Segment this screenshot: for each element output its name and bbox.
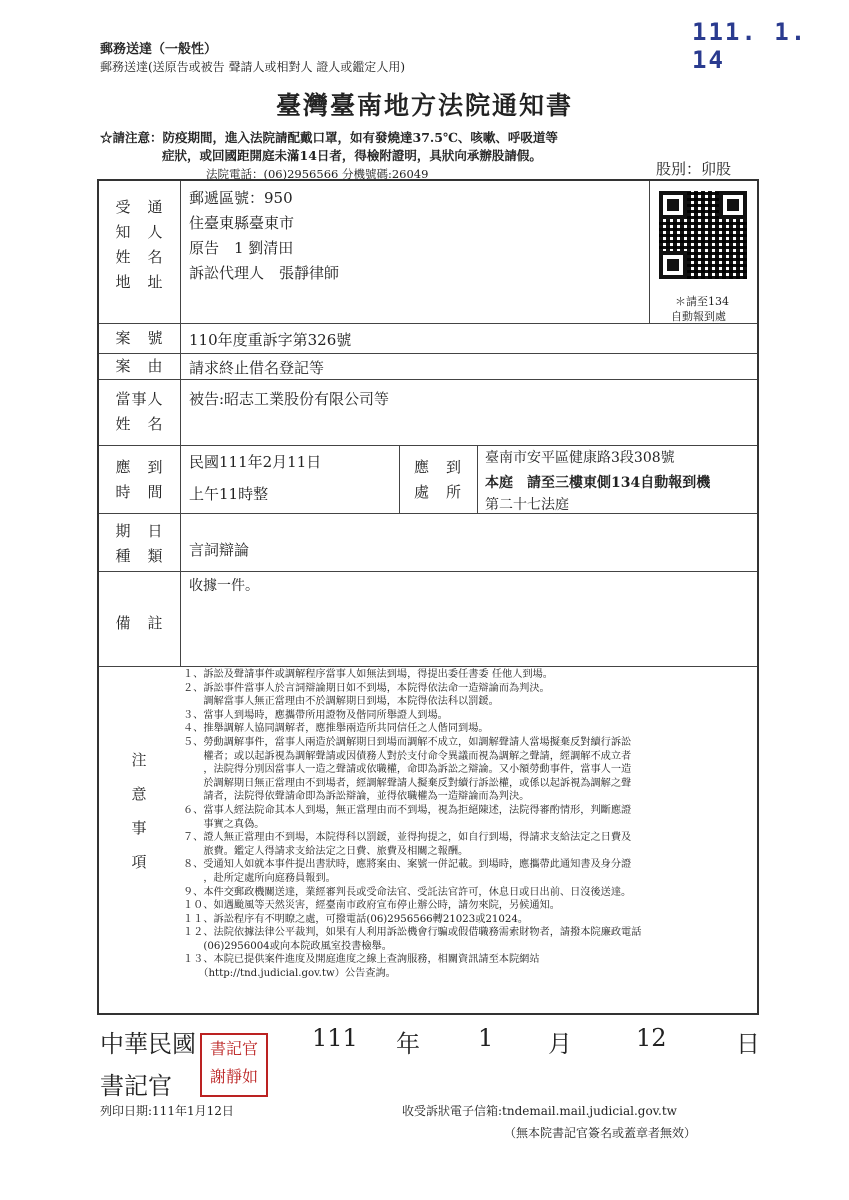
notice-table <box>97 179 759 1015</box>
appear-place-label: 應 到 處 所 <box>413 458 462 501</box>
note-line: ９、本件交郵政機關送達，業經審判長或受命法官、受託法官許可，休息日或日出前、日沒後送達。 <box>183 886 632 898</box>
notes-list <box>183 668 753 981</box>
service-type: 郵務送達（一般性） <box>100 42 218 57</box>
note-line: １０、如遇颱風等天然災害，經臺南市政府宣布停止辦公時，請勿來院，另候通知。 <box>183 900 560 912</box>
court-email: 收受訴狀電子信箱:tndemail.mail.judicial.gov.tw <box>402 1104 677 1118</box>
day-unit: 日 <box>736 1030 760 1058</box>
note-line: 事實之真偽。 <box>183 818 265 830</box>
clerk-title: 書記官 <box>100 1072 172 1100</box>
note-line: １、訴訟及聲請事件或調解程序當事人如無法到場，得提出委任書委 任他人到場。 <box>183 669 553 680</box>
notes-label: 注 意 事 項 <box>131 751 148 871</box>
case-cause-label: 案 由 <box>115 357 164 375</box>
court-phone: 法院電話：(06)2956566 分機號碼:26049 <box>206 167 429 181</box>
remarks-label: 備 註 <box>115 614 164 632</box>
qr-code <box>659 191 747 279</box>
remarks-text: 收據一件。 <box>189 578 259 594</box>
zip-code: 郵遞區號：950 <box>189 189 293 207</box>
note-line: (06)2956004或向本院政風室投書檢舉。 <box>183 940 392 952</box>
note-line: １１、訴訟程序有不明瞭之處，可撥電話(06)2956566轉21023或21024。 <box>183 913 529 925</box>
case-number: 110年度重訴字第326號 <box>189 331 352 349</box>
note-line: ，赴所定處所向庭務員報到。 <box>183 872 336 884</box>
service-description: 郵務送達(送原告或被告 聲請人或相對人 證人或鑑定人用) <box>100 60 405 74</box>
attorney-name: 訴訟代理人 張靜律師 <box>189 264 340 282</box>
note-line: １２、法院依據法律公平裁判，如果有人利用訴訟機會行騙或假借職務需索財物者，請撥本院廉政電話 <box>183 927 642 939</box>
courtroom: 第二十七法庭 <box>485 497 569 513</box>
month-unit: 月 <box>548 1030 572 1058</box>
validity-disclaimer: （無本院書記官簽名或蓋章者無效） <box>504 1126 697 1140</box>
print-date: 列印日期:111年1月12日 <box>100 1104 234 1118</box>
note-line: 調解當事人無正當理由不於調解期日到場，本院得依法科以罰鍰。 <box>183 696 499 708</box>
recipient-address: 住臺東縣臺東市 <box>189 214 295 232</box>
party-label: 當事人 姓 名 <box>115 390 164 433</box>
received-date-stamp: 111. 1. 14 <box>692 18 808 74</box>
place-address: 臺南市安平區健康路3段308號 <box>485 450 675 466</box>
note-line: ７、證人無正當理由不到場，本院得科以罰鍰，並得拘提之，如自行到場，得請求支給法定之日費及 <box>183 832 632 844</box>
note-line: 旅費。鑑定人得請求支給法定之日費、旅費及相關之報酬。 <box>183 845 469 857</box>
issue-month: 1 <box>478 1024 494 1052</box>
note-line: ８、受通知人如就本事件提出書狀時，應將案由、案號一併記載。到場時，應攜帶此通知書及身分證 <box>183 859 632 871</box>
recipient-label: 受 通 知 人 姓 名 地 址 <box>115 198 164 291</box>
qr-note-line1: ＊請至134 <box>675 295 729 308</box>
note-line: ２、訴訟事件當事人於言詞辯論期日如不到場，本院得依法命一造辯論而為判決。 <box>183 682 550 694</box>
qr-note-line2: 自動報到處 <box>671 310 726 323</box>
party-name: 被告:昭志工業股份有限公司等 <box>189 390 390 408</box>
note-line: 請者，法院得依聲請命即為訴訟辯論，並得依職權為一造辯論而為判決。 <box>183 791 530 803</box>
appear-date: 民國111年2月11日 <box>189 453 322 471</box>
case-cause: 請求終止借名登記等 <box>189 359 325 377</box>
appear-time-label: 應 到 時 間 <box>115 458 164 501</box>
epidemic-notice-line1: ☆請注意：防疫期間，進入法院請配戴口罩，如有發燒達37.5℃、咳嗽、呼吸道等 <box>100 130 558 145</box>
plaintiff-name: 原告 1 劉清田 <box>189 239 294 257</box>
issue-year: 111 <box>312 1024 358 1052</box>
appear-time: 上午11時整 <box>189 485 269 503</box>
era-label: 中華民國 <box>100 1030 196 1058</box>
epidemic-notice-line2: 症狀，或回國距開庭未滿14日者，得檢附證明，具狀向承辦股請假。 <box>162 148 542 163</box>
note-line: 權者；或以起訴視為調解聲請或因債務人對於支付命令異議而視為調解之聲請，經調解不成立者 <box>183 750 632 762</box>
note-line: ３、當事人到場時，應攜帶所用證物及偕同所舉證人到場。 <box>183 709 448 721</box>
session-type-label: 期 日 種 類 <box>115 522 164 565</box>
note-line: ５、勞動調解事件，當事人兩造於調解期日到場而調解不成立，如調解聲請人當場擬棄反對續行訴訟 <box>183 736 632 748</box>
note-line: ６、當事人經法院命其本人到場，無正當理由而不到場，視為拒絕陳述，法院得審酌情形，判斷應證 <box>183 804 632 816</box>
note-line: １３、本院已提供案件進度及開庭進度之線上查詢服務，相關資訊請至本院網站 <box>183 954 540 966</box>
place-instruction: 本庭 請至三樓東側134自動報到機 <box>485 475 711 491</box>
year-unit: 年 <box>396 1030 420 1058</box>
note-line: ，法院得分別因當事人一造之聲請或依職權，命即為訴訟之辯論。又小額勞動事件，當事人一造 <box>183 764 632 776</box>
case-number-label: 案 號 <box>115 329 164 347</box>
note-line: ４、推舉調解人協同調解者，應推舉兩造所共同信任之人偕同到場。 <box>183 723 489 735</box>
session-type: 言詞辯論 <box>189 541 250 559</box>
document-title: 臺灣臺南地方法院通知書 <box>275 91 573 120</box>
clerk-seal: 書記官 謝靜如 <box>200 1033 268 1097</box>
court-section: 股別：卯股 <box>656 160 732 178</box>
note-line: （http://tnd.judicial.gov.tw）公告查詢。 <box>183 968 396 980</box>
issue-day: 12 <box>636 1024 667 1052</box>
note-line: 於調解期日無正當理由不到場者，經調解聲請人擬棄反對續行訴訟權，或係以起訴視為調解之聲 <box>183 777 632 789</box>
